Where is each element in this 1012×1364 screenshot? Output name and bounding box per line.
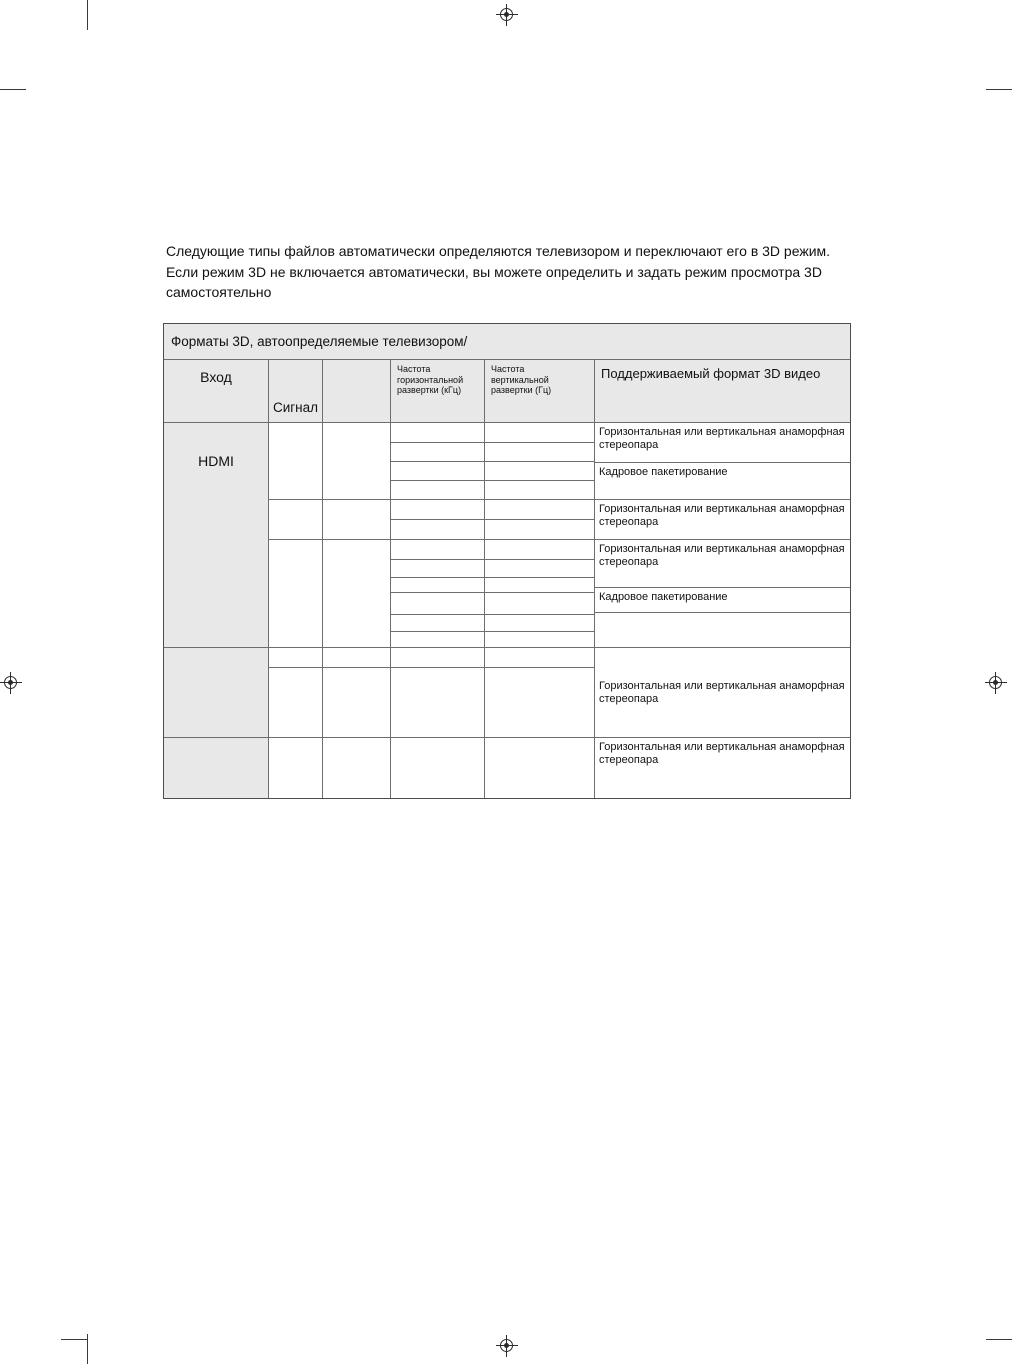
crop-mark-top-left-icon xyxy=(87,0,88,30)
hfreq-cell xyxy=(391,481,485,500)
vfreq-cell xyxy=(485,423,595,443)
vfreq-cell xyxy=(485,648,595,668)
crop-mark-bottom-right-icon xyxy=(986,1339,1012,1340)
format-cell: Кадровое пакетирование xyxy=(595,588,850,613)
hfreq-cell xyxy=(391,578,485,593)
vfreq-cell xyxy=(485,738,595,798)
vfreq-cell xyxy=(485,593,595,615)
resolution-cell xyxy=(323,540,391,648)
format-column xyxy=(595,423,850,500)
table-block-3 xyxy=(164,738,850,798)
hfreq-cell xyxy=(391,668,485,738)
resolution-cell xyxy=(323,648,391,668)
hfreq-cell xyxy=(391,540,485,560)
format-cell: Горизонтальная или вертикальная анаморфная стереопара xyxy=(595,648,850,738)
header-empty xyxy=(323,360,391,423)
vfreq-cell xyxy=(485,481,595,500)
intro-paragraph: Следующие типы файлов автоматически определяются телевизором и переключают его в 3D режим. Если режим 3D не включается автоматически, вы можете определить и задать режим просмотра 3D самостоятельно xyxy=(166,243,831,301)
resolution-cell xyxy=(323,738,391,798)
format-cell: Горизонтальная или вертикальная анаморфная стереопара xyxy=(595,423,850,463)
hfreq-cell xyxy=(391,593,485,615)
format-column xyxy=(595,648,850,738)
input-cell-empty xyxy=(164,738,269,798)
hfreq-cell xyxy=(391,520,485,540)
header-hfreq-label: Частота горизонтальной развертки (кГц) xyxy=(397,364,464,395)
resolution-cell xyxy=(323,423,391,500)
table-row-group xyxy=(269,648,850,738)
header-input-label: Вход xyxy=(200,369,232,385)
header-format-label: Поддерживаемый формат 3D видео xyxy=(601,366,821,381)
header-input xyxy=(164,360,269,423)
registration-mark-bottom-icon xyxy=(496,1335,518,1357)
table-row-group xyxy=(269,423,850,500)
hfreq-column xyxy=(391,423,485,500)
format-column xyxy=(595,500,850,540)
resolution-column xyxy=(323,648,391,738)
input-cell-empty xyxy=(164,648,269,738)
header-signal-label: Сигнал xyxy=(272,400,319,415)
hfreq-cell xyxy=(391,443,485,462)
vfreq-column xyxy=(485,648,595,738)
header-hfreq xyxy=(391,360,485,423)
vfreq-cell xyxy=(485,540,595,560)
table-block-hdmi xyxy=(164,423,850,648)
resolution-cell xyxy=(323,668,391,738)
signal-cell xyxy=(269,540,323,648)
hfreq-cell xyxy=(391,423,485,443)
vfreq-column xyxy=(485,540,595,648)
format-cell: Кадровое пакетирование xyxy=(595,463,850,500)
hfreq-cell xyxy=(391,500,485,520)
format-cell: Горизонтальная или вертикальная анаморфная стереопара xyxy=(595,500,850,540)
resolution-cell xyxy=(323,500,391,540)
header-vfreq xyxy=(485,360,595,423)
table-row-group xyxy=(269,500,850,540)
signal-cell xyxy=(269,423,323,500)
table-header-row xyxy=(164,360,850,423)
hfreq-cell xyxy=(391,738,485,798)
format-cell: Горизонтальная или вертикальная анаморфная стереопара xyxy=(595,540,850,588)
signal-cell xyxy=(269,648,323,668)
vfreq-cell xyxy=(485,462,595,481)
table-block-2 xyxy=(164,648,850,738)
hfreq-column xyxy=(391,648,485,738)
vfreq-cell xyxy=(485,632,595,648)
crop-mark-left-icon xyxy=(0,89,26,90)
format-cell: Горизонтальная или вертикальная анаморфная стереопара xyxy=(595,738,850,798)
crop-mark-bottom-left-v-icon xyxy=(87,1334,88,1364)
vfreq-cell xyxy=(485,520,595,540)
signal-column xyxy=(269,648,323,738)
header-signal xyxy=(269,360,323,423)
vfreq-cell xyxy=(485,578,595,593)
vfreq-column xyxy=(485,423,595,500)
format-column xyxy=(595,540,850,648)
formats-3d-table xyxy=(163,323,851,799)
vfreq-cell xyxy=(485,560,595,578)
vfreq-cell xyxy=(485,500,595,520)
table-row-group xyxy=(269,540,850,648)
signal-cell xyxy=(269,500,323,540)
vfreq-column xyxy=(485,500,595,540)
signal-cell xyxy=(269,738,323,798)
table-row-group xyxy=(269,738,850,798)
hfreq-cell xyxy=(391,560,485,578)
hfreq-column xyxy=(391,500,485,540)
crop-mark-top-right-icon xyxy=(986,89,1012,90)
table-title: Форматы 3D, автоопределяемые телевизором/ xyxy=(164,324,850,360)
header-format xyxy=(595,360,850,423)
vfreq-cell xyxy=(485,668,595,738)
format-cell-empty xyxy=(595,613,850,648)
registration-mark-right-icon xyxy=(985,672,1007,694)
input-hdmi-label: HDMI xyxy=(198,453,234,469)
vfreq-cell xyxy=(485,443,595,462)
hfreq-column xyxy=(391,540,485,648)
hfreq-cell xyxy=(391,632,485,648)
hfreq-cell xyxy=(391,462,485,481)
registration-mark-left-icon xyxy=(0,672,22,694)
crop-mark-bottom-left-h-icon xyxy=(61,1339,87,1340)
header-vfreq-label: Частота вертикальной развертки (Гц) xyxy=(491,364,552,395)
registration-mark-top-icon xyxy=(496,4,518,26)
signal-cell xyxy=(269,668,323,738)
hfreq-cell xyxy=(391,648,485,668)
vfreq-cell xyxy=(485,615,595,632)
hfreq-cell xyxy=(391,615,485,632)
input-cell-hdmi xyxy=(164,423,269,648)
